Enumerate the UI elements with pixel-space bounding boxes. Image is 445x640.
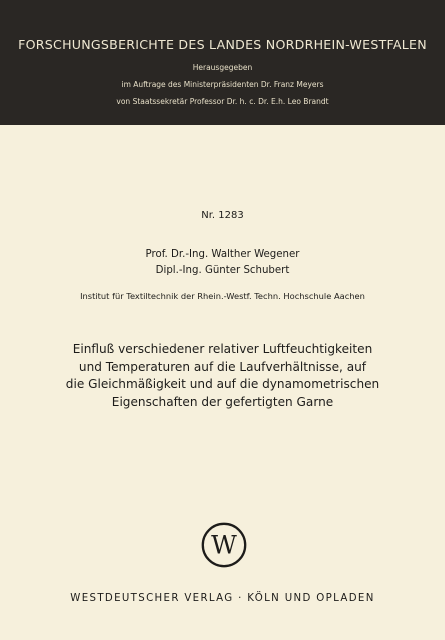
report-number: Nr. 1283 <box>201 210 244 221</box>
series-header <box>0 0 445 125</box>
title-line-2: und Temperaturen auf die Laufverhältnisse, auf <box>78 359 367 374</box>
editor-line-3: von Staatssekretär Professor Dr. h. c. Dr. E.h. Leo Brandt <box>116 97 329 106</box>
institute: Institut für Textiltechnik der Rhein.-Westf. Techn. Hochschule Aachen <box>80 291 365 301</box>
publisher-logo <box>201 522 247 568</box>
title-line-1: Einfluß verschiedener relativer Luftfeuchtigkeiten <box>72 342 373 356</box>
author-2: Dipl.-Ing. Günter Schubert <box>155 265 290 276</box>
title-line-4: Eigenschaften der gefertigten Garne <box>111 394 334 409</box>
report-title <box>0 341 445 411</box>
editor-line-2: im Auftrage des Ministerpräsidenten Dr. Franz Meyers <box>121 80 324 89</box>
series-title: FORSCHUNGSBERICHTE DES LANDES NORDRHEIN-WESTFALEN <box>18 37 427 52</box>
logo-letter: W <box>211 530 237 560</box>
title-line-3: die Gleichmäßigkeit und auf die dynamometrischen <box>65 377 380 391</box>
author-1: Prof. Dr.-Ing. Walther Wegener <box>145 249 300 260</box>
editor-line-1: Herausgegeben <box>192 63 253 72</box>
publisher-name: WESTDEUTSCHER VERLAG · KÖLN UND OPLADEN <box>70 593 375 604</box>
